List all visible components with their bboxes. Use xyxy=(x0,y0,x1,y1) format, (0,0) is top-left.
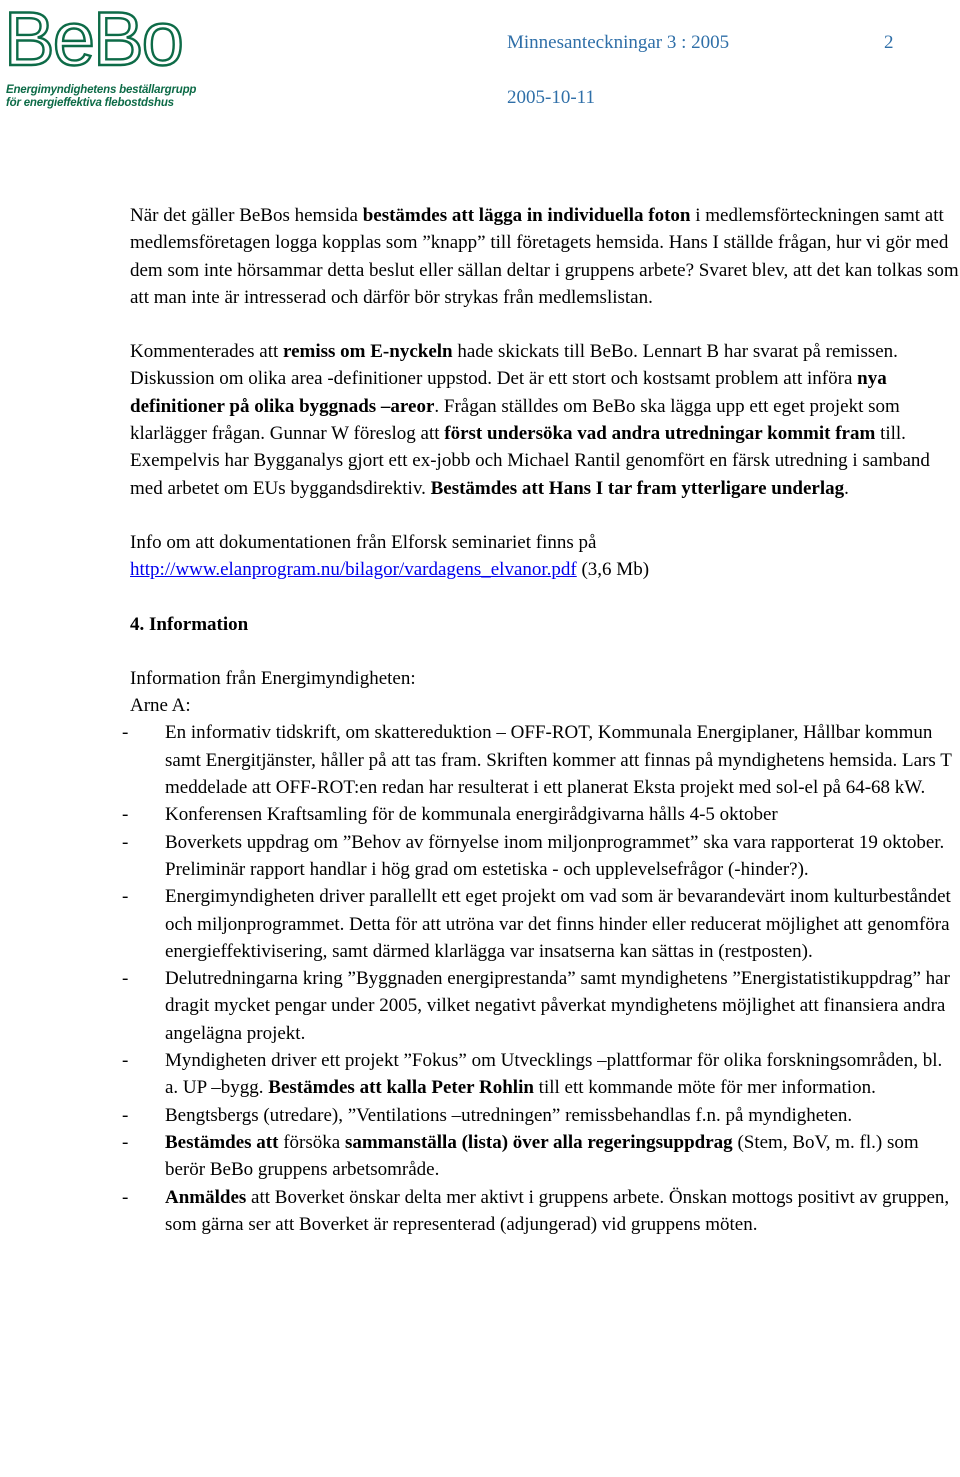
elforsk-pdf-link[interactable]: http://www.elanprogram.nu/bilagor/vardagens_elvanor.pdf xyxy=(130,559,577,581)
bullet-item xyxy=(122,1184,960,1239)
text: Diskussion om olika area -definitioner uppstod. Det är ett stort och kostsamt problem att införa xyxy=(130,368,858,390)
paragraph-area-definitioner xyxy=(130,365,960,501)
paragraph-remiss xyxy=(130,338,960,365)
bold-text: bestämdes att lägga in individuella foton xyxy=(362,205,691,226)
bullet-item xyxy=(122,1047,960,1102)
bullet-item xyxy=(122,965,960,1047)
logo-tagline-2: för energieffektiva flebostdshus xyxy=(6,97,174,109)
paragraph-hemsida xyxy=(130,202,960,311)
bullet-dash: - xyxy=(122,1186,129,1208)
text: När det gäller BeBos hemsida xyxy=(130,205,363,226)
bullet-text: att Boverket önskar delta mer aktivt i gruppens arbete. Önskan mottogs positivt av gruppen, som gärna ser att Boverket är representerad (adjungerad) vid gruppens möten. xyxy=(165,1186,950,1235)
bold-text: sammanställa (lista) över alla regeringsuppdrag xyxy=(344,1131,733,1153)
bullet-dash: - xyxy=(122,1131,129,1153)
bullet-dash: - xyxy=(122,968,129,990)
bullet-item xyxy=(122,829,960,884)
bold-text: Bestämdes att xyxy=(165,1131,279,1153)
document-body xyxy=(122,202,960,1238)
text: till. Exempelvis har Bygganalys gjort ett ex-jobb och Michael Rantil genomfört en färsk utredning i samband med arbetet om EUs byggandsdirektiv. xyxy=(130,423,930,499)
bullet-text: En informativ tidskrift, om skattereduktion – OFF-ROT, Kommunala Energiplaner, Hållbar kommun samt Energitjänster, håller på att tas fram. Skriften kommer att finnas på myndighetens hemsida. Lars T meddelade att OFF-ROT:en redan har resulterat i ett planerat Eksta projekt med sol-el på 64-68 kW. xyxy=(165,722,952,799)
bold-text: Anmäldes xyxy=(165,1186,247,1208)
info-intro: Information från Energimyndigheten: xyxy=(130,667,416,689)
bullet-dash: - xyxy=(122,1050,129,1072)
bold-text: först undersöka vad andra utredningar kommit fram xyxy=(444,423,876,445)
text: hade skickats till BeBo. Lennart B har svarat på remissen. xyxy=(452,341,898,363)
bullet-dash: - xyxy=(122,804,129,826)
header-date: 2005-10-11 xyxy=(507,87,595,108)
bullet-item xyxy=(122,1102,960,1129)
text: Kommenterades att xyxy=(130,341,284,363)
bullet-text: till ett kommande möte för mer information. xyxy=(533,1077,876,1099)
bullet-dash: - xyxy=(122,886,129,908)
bullet-text: (Stem, BoV, m. fl.) som berör BeBo gruppens arbetsområde. xyxy=(165,1131,919,1181)
bold-text: Bestämdes att kalla Peter Rohlin xyxy=(268,1077,534,1099)
logo-wordmark: BeBo xyxy=(4,0,182,82)
bullet-dash: - xyxy=(122,831,129,853)
bullet-text: Delutredningarna kring ”Byggnaden energiprestanda” samt myndighetens ”Energistatistikuppdrag” har dragit mycket pengar under 2005, vilket negativt påverkat myndighetens möjlighet att finansiera andra angelägna projekt. xyxy=(165,968,950,1044)
text: (3,6 Mb) xyxy=(576,559,650,581)
bold-text: remiss om E-nyckeln xyxy=(283,341,453,363)
bullet-text: Konferensen Kraftsamling för de kommunala energirådgivarna hålls 4-5 oktober xyxy=(165,804,778,826)
header-title: Minnesanteckningar 3 : 2005 xyxy=(507,32,730,53)
bebo-logo xyxy=(4,0,214,109)
bold-text: nya definitioner på olika byggnads –areor xyxy=(130,368,887,417)
bullet-item xyxy=(122,719,960,801)
bold-text: Bestämdes att Hans I tar fram ytterligare underlag xyxy=(430,477,845,499)
bullet-text: Boverkets uppdrag om ”Behov av förnyelse inom miljonprogrammet” ska vara rapporterat 19 oktober. Preliminär rapport handlar i hög grad om estetiska - och upplevelsefrågor (-hinder?). xyxy=(165,831,945,880)
bullet-dash: - xyxy=(122,1104,129,1126)
bullet-text: Energimyndigheten driver parallellt ett eget projekt om vad som är bevarandevärt inom kulturbeståndet och miljonprogrammet. Detta för att utröna var det finns hinder eller reducerat möjlighet att genomföra energieffektivisering, samt därmed klarlägga var insatserna kan sättas in (restposten). xyxy=(165,886,951,962)
bullet-dash: - xyxy=(122,722,129,744)
section-heading: 4. Information xyxy=(130,613,249,635)
bullet-text: försöka xyxy=(278,1131,345,1153)
bullet-item xyxy=(122,1129,960,1184)
text: . Frågan ställdes om BeBo ska lägga upp ett eget projekt som klarlägger frågan. Gunnar W föreslog att xyxy=(130,395,900,445)
bullet-item xyxy=(122,801,960,828)
bullet-item xyxy=(122,883,960,965)
paragraph-elforsk xyxy=(130,529,960,584)
header-page-number: 2 xyxy=(884,32,894,53)
logo-tagline-1: Energimyndighetens beställargrupp xyxy=(6,84,197,96)
bullet-text: Myndigheten driver ett projekt ”Fokus” om Utvecklings –plattformar för olika forskningsområden, bl. a. UP –bygg. xyxy=(165,1050,943,1099)
arne-label: Arne A: xyxy=(130,695,191,717)
bullet-text: Bengtsbergs (utredare), ”Ventilations –utredningen” remissbehandlas f.n. på myndigheten. xyxy=(165,1104,853,1126)
text: i medlemsförteckningen samt att medlemsföretagen logga kopplas som ”knapp” till företagets hemsida. Hans I ställde frågan, hur vi gör med dem som inte hörsammar detta beslut eller sällan deltar i gruppens arbete? Svaret blev, att det kan tolkas som att man inte är intresserad och därför bör strykas från medlemslistan. xyxy=(130,205,959,308)
text: . xyxy=(844,477,849,499)
text: Info om att dokumentationen från Elforsk seminariet finns på xyxy=(130,531,597,553)
